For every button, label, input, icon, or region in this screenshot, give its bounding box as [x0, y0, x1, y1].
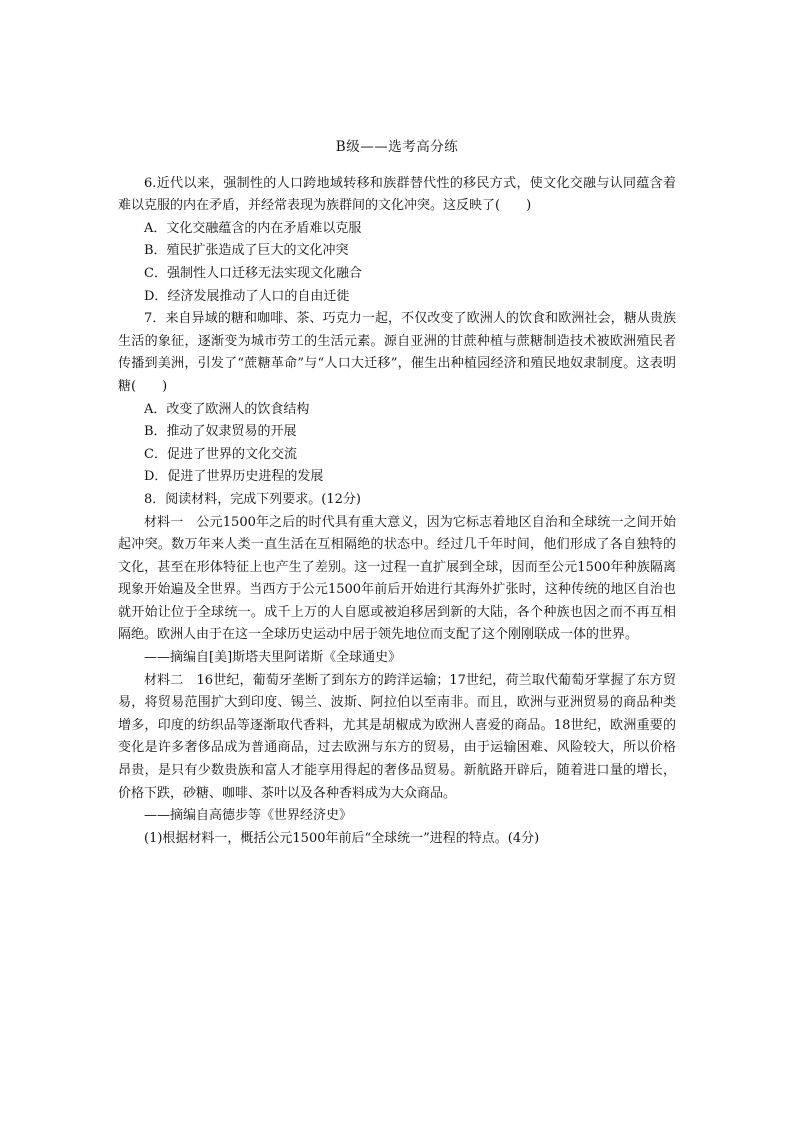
- sub-question-1: (1)根据材料一，概括公元1500年前后“全球统一”进程的特点。(4分): [144, 830, 540, 846]
- material-1: 材料一 公元1500年之后的时代具有重大意义，因为它标志着地区自治和全球统一之间开始起冲突。数万年来人类一直生活在互相隔绝的状态中。经过几千年时间，他们形成了各自独特的文化，甚至在形体特征上也产生了差别。这一过程一直扩展到全球，因而至公元1500年种族隔离现象开始遍及全世界。当西方于公元1500年前后开始进行其海外扩张时，这种传统的地区自治也就开始让位于全球统一。成千上万的人自愿或被迫移居到新的大陆，各个种族也因之而不再互相隔绝。欧洲人由于在这一全球历史运动中居于领先地位而支配了这个刚刚联成一体的世界。: [118, 514, 676, 643]
- material-2: 材料二 16世纪，葡萄牙垄断了到东方的跨洋运输；17世纪，荷兰取代葡萄牙掌握了东方贸易，将贸易范围扩大到印度、锡兰、波斯、阿拉伯以至南非。而且，欧洲与亚洲贸易的商品种类增多，印度的纺织品等逐渐取代香料，尤其是胡椒成为欧洲人喜爱的商品。18世纪，欧洲重要的变化是许多奢侈品成为普通商品，过去欧洲与东方的贸易，由于运输困难、风险较大，所以价格昂贵，是只有少数贵族和富人才能享用得起的奢侈品贸易。新航路开辟后，随着进口量的增长，价格下跌，砂糖、咖啡、茶叶以及各种香料成为大众商品。: [118, 672, 676, 801]
- question-7: [118, 308, 676, 489]
- question-6: [118, 173, 676, 309]
- question-6-stem: 6.近代以来，强制性的人口跨地域转移和族群替代性的移民方式，使文化交融与认同蕴含着难以克服的内在矛盾，并经常表现为族群间的文化冲突。这反映了( ): [118, 175, 676, 214]
- question-6-option-c: C．强制性人口迁移无法实现文化融合: [144, 265, 362, 281]
- question-7-option-c: C．促进了世界的文化交流: [144, 446, 297, 462]
- question-6-option-d: D．经济发展推动了人口的自由迁徙: [144, 288, 350, 304]
- document-content: [118, 136, 676, 850]
- question-8-stem: 8．阅读材料，完成下列要求。(12分): [144, 491, 361, 507]
- question-7-option-a: A．改变了欧洲人的饮食结构: [144, 401, 310, 417]
- question-6-option-b: B．殖民扩张造成了巨大的文化冲突: [144, 243, 349, 259]
- question-7-stem: 7．来自异域的糖和咖啡、茶、巧克力一起，不仅改变了欧洲人的饮食和欧洲社会，糖从贵族生活的象征，逐渐变为城市劳工的生活元素。源自亚洲的甘蔗种植与蔗糖制造技术被欧洲殖民者传播到美洲，引发了“蔗糖革命”与“人口大迁移”，催生出种植园经济和殖民地奴隶制度。这表明糖( ): [118, 311, 676, 394]
- question-8: [118, 489, 676, 851]
- material-2-source: ——摘编自高德步等《世界经济史》: [144, 808, 353, 824]
- question-7-option-b: B．推动了奴隶贸易的开展: [144, 424, 297, 440]
- question-7-option-d: D．促进了世界历史进程的发展: [144, 469, 324, 485]
- question-6-option-a: A．文化交融蕴含的内在矛盾难以克服: [144, 220, 362, 236]
- section-title: B级——选考高分练: [335, 139, 459, 155]
- material-1-source: ——摘编自[美]斯塔夫里阿诺斯《全球通史》: [144, 650, 402, 666]
